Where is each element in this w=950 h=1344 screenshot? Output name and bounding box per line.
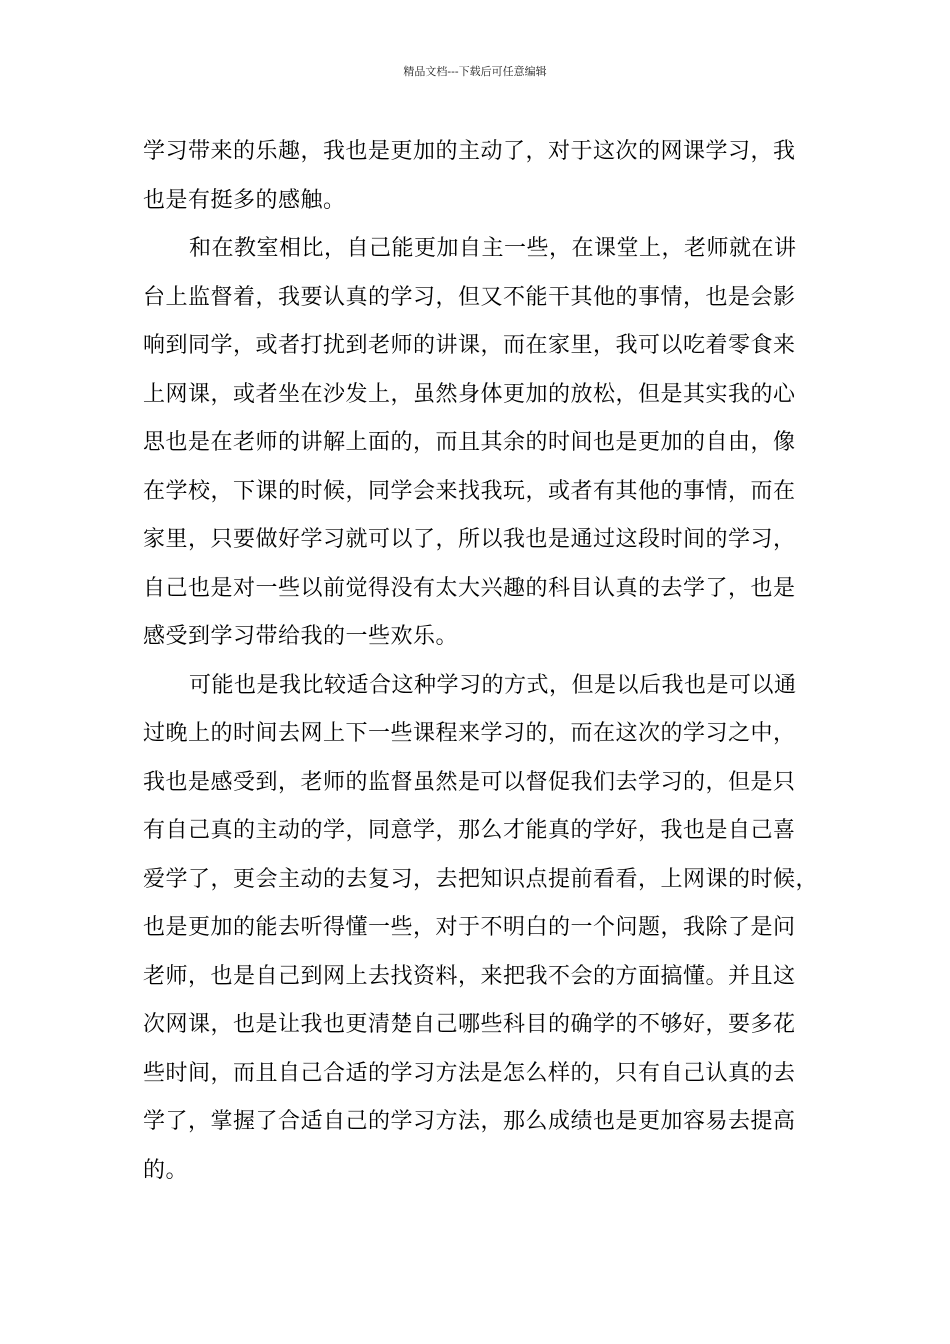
text-line: 感受到学习带给我的一些欢乐。 <box>143 624 459 649</box>
text-line: 和在教室相比，自己能更加自主一些，在课堂上，老师就在讲 <box>189 236 797 261</box>
text-line: 的。 <box>143 1157 189 1183</box>
paragraph <box>143 128 823 225</box>
text-line: 有自己真的主动的学，同意学，那么才能真的学好，我也是自己喜 <box>143 818 796 843</box>
text-line: 也是更加的能去听得懂一些，对于不明白的一个问题，我除了是问 <box>143 915 796 940</box>
text-line: 响到同学，或者打扰到老师的讲课，而在家里，我可以吃着零食来 <box>143 333 796 358</box>
text-line: 也是有挺多的感触。 <box>143 187 346 213</box>
text-line: 次网课，也是让我也更清楚自己哪些科目的确学的不够好，要多花 <box>143 1012 796 1037</box>
paragraph <box>143 662 823 1196</box>
text-line: 上网课，或者坐在沙发上，虽然身体更加的放松，但是其实我的心 <box>143 381 796 407</box>
text-line: 学了，掌握了合适自己的学习方法，那么成绩也是更加容易去提高 <box>143 1109 796 1134</box>
text-line: 我也是感受到，老师的监督虽然是可以督促我们去学习的，但是只 <box>143 769 796 795</box>
text-line: 学习带来的乐趣，我也是更加的主动了，对于这次的网课学习，我 <box>143 139 796 164</box>
paragraph <box>143 225 823 662</box>
text-line: 可能也是我比较适合这种学习的方式，但是以后我也是可以通 <box>189 672 797 698</box>
text-line: 老师，也是自己到网上去找资料，来把我不会的方面搞懂。并且这 <box>143 963 796 989</box>
text-line: 台上监督着，我要认真的学习，但又不能干其他的事情，也是会影 <box>143 284 796 310</box>
text-line: 在学校，下课的时候，同学会来找我玩，或者有其他的事情，而在 <box>143 478 796 504</box>
text-line: 过晚上的时间去网上下一些课程来学习的，而在这次的学习之中， <box>143 721 796 746</box>
text-line: 思也是在老师的讲解上面的，而且其余的时间也是更加的自由，像 <box>143 430 796 455</box>
page-header: 精品文档---下载后可任意编辑 <box>403 65 547 78</box>
text-line: 些时间，而且自己合适的学习方法是怎么样的，只有自己认真的去 <box>143 1060 796 1086</box>
text-line: 爱学了，更会主动的去复习，去把知识点提前看看，上网课的时候， <box>143 866 819 892</box>
body-text <box>143 128 823 1195</box>
text-line: 家里，只要做好学习就可以了，所以我也是通过这段时间的学习， <box>143 527 796 552</box>
text-line: 自己也是对一些以前觉得没有太大兴趣的科目认真的去学了，也是 <box>143 575 796 601</box>
